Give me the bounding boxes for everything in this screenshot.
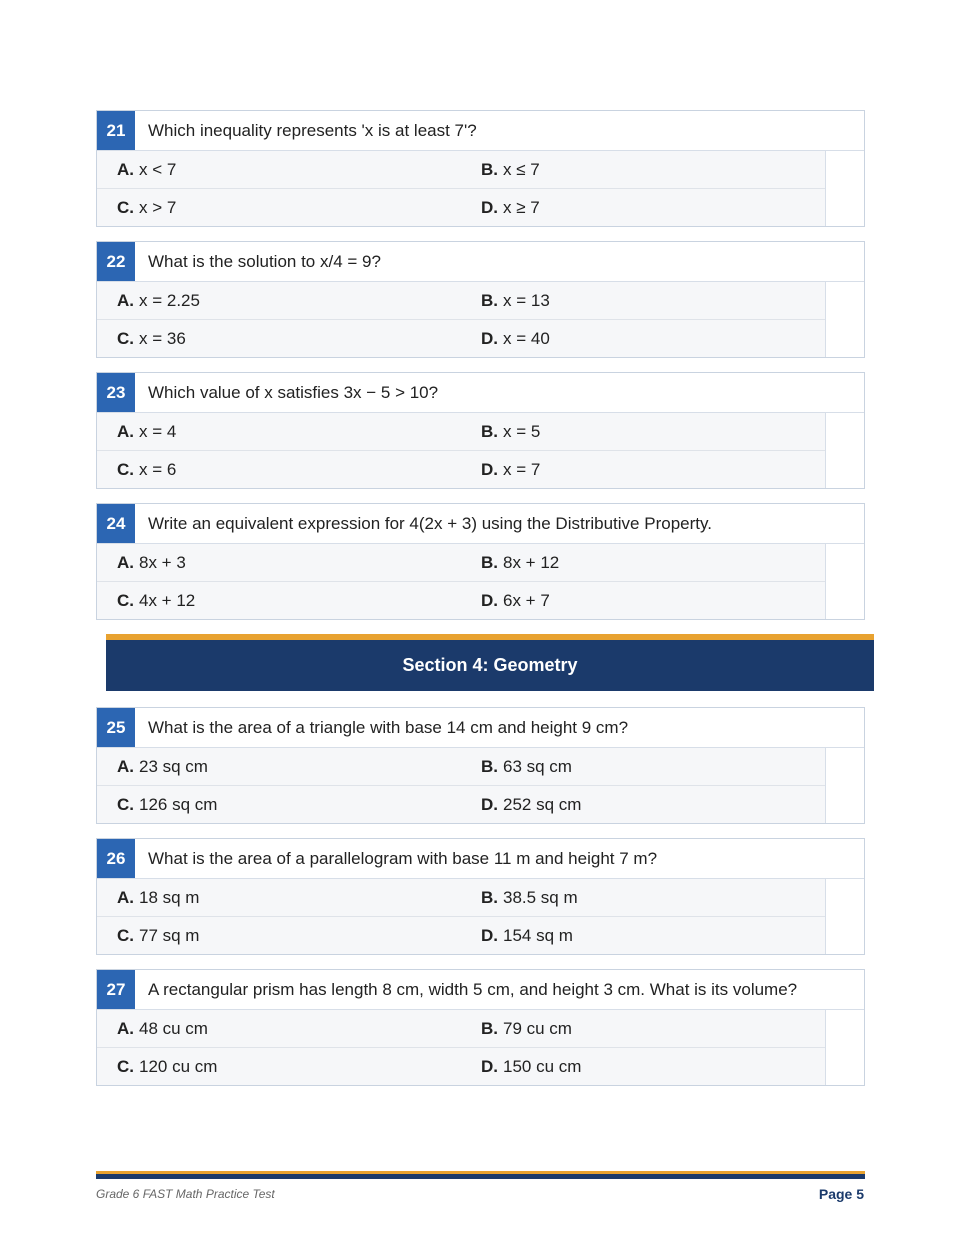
option-letter: D. — [481, 197, 498, 217]
option-a — [97, 151, 461, 188]
option-letter: A. — [117, 887, 134, 907]
option-letter: D. — [481, 925, 498, 945]
option-text: 150 cu cm — [503, 1056, 582, 1076]
section-title: Section 4: Geometry — [402, 655, 578, 675]
options-grid — [97, 413, 826, 488]
option-d — [461, 451, 825, 488]
option-letter: A. — [117, 421, 134, 441]
answer-gutter — [826, 1010, 864, 1085]
question-header — [97, 970, 864, 1010]
question-options — [97, 544, 864, 619]
options-row — [97, 319, 825, 357]
options-row — [97, 282, 825, 319]
option-text: 18 sq m — [139, 887, 200, 907]
option-letter: A. — [117, 552, 134, 572]
question-text: Which value of x satisfies 3x − 5 > 10? — [148, 382, 439, 402]
question-number: 23 — [97, 373, 135, 412]
option-text: x = 2.25 — [139, 290, 200, 310]
footer-page-number: Page 5 — [818, 1186, 864, 1202]
option-text: 126 sq cm — [139, 794, 218, 814]
question-22 — [96, 241, 865, 358]
page-content — [96, 110, 865, 1100]
option-text: x = 6 — [139, 459, 177, 479]
options-row — [97, 1047, 825, 1085]
question-25 — [96, 707, 865, 824]
question-text: What is the solution to x/4 = 9? — [148, 251, 381, 271]
option-letter: A. — [117, 1018, 134, 1038]
option-a — [97, 879, 461, 916]
question-header — [97, 504, 864, 544]
question-number: 27 — [97, 970, 135, 1009]
options-row — [97, 916, 825, 954]
option-text: 23 sq cm — [139, 756, 208, 776]
option-a — [97, 1010, 461, 1047]
option-a — [97, 544, 461, 581]
option-letter: A. — [117, 756, 134, 776]
option-text: x = 7 — [503, 459, 541, 479]
option-text: 63 sq cm — [503, 756, 572, 776]
option-c — [97, 1048, 461, 1085]
question-21 — [96, 110, 865, 227]
question-options — [97, 879, 864, 954]
answer-gutter — [826, 151, 864, 226]
question-number: 22 — [97, 242, 135, 281]
question-text: Which inequality represents 'x is at least 7'? — [148, 120, 477, 140]
options-row — [97, 748, 825, 785]
question-number: 26 — [97, 839, 135, 878]
option-b — [461, 748, 825, 785]
option-d — [461, 320, 825, 357]
option-text: 38.5 sq m — [503, 887, 578, 907]
option-text: 48 cu cm — [139, 1018, 208, 1038]
option-a — [97, 413, 461, 450]
options-row — [97, 413, 825, 450]
question-options — [97, 748, 864, 823]
option-text: 252 sq cm — [503, 794, 582, 814]
option-letter: B. — [481, 290, 498, 310]
answer-gutter — [826, 282, 864, 357]
option-c — [97, 451, 461, 488]
option-b — [461, 544, 825, 581]
option-text: 4x + 12 — [139, 590, 196, 610]
option-text: x ≤ 7 — [503, 159, 540, 179]
footer-test-name: Grade 6 FAST Math Practice Test — [96, 1187, 275, 1201]
question-options — [97, 413, 864, 488]
question-text: What is the area of a parallelogram with base 11 m and height 7 m? — [148, 848, 658, 868]
option-d — [461, 582, 825, 619]
option-letter: C. — [117, 794, 134, 814]
option-text: 8x + 3 — [139, 552, 186, 572]
answer-gutter — [826, 413, 864, 488]
options-row — [97, 544, 825, 581]
option-letter: B. — [481, 159, 498, 179]
question-header — [97, 373, 864, 413]
option-letter: D. — [481, 328, 498, 348]
options-grid — [97, 544, 826, 619]
option-letter: C. — [117, 459, 134, 479]
question-24 — [96, 503, 865, 620]
option-letter: A. — [117, 290, 134, 310]
option-text: x = 4 — [139, 421, 177, 441]
question-text: What is the area of a triangle with base 14 cm and height 9 cm? — [148, 717, 629, 737]
question-options — [97, 282, 864, 357]
option-text: 8x + 12 — [503, 552, 560, 572]
option-text: x = 40 — [503, 328, 550, 348]
option-d — [461, 917, 825, 954]
question-number: 24 — [97, 504, 135, 543]
question-header — [97, 111, 864, 151]
option-d — [461, 1048, 825, 1085]
footer-divider — [96, 1171, 865, 1179]
question-23 — [96, 372, 865, 489]
options-row — [97, 879, 825, 916]
option-text: 79 cu cm — [503, 1018, 572, 1038]
option-letter: B. — [481, 756, 498, 776]
question-options — [97, 1010, 864, 1085]
question-26 — [96, 838, 865, 955]
option-letter: C. — [117, 197, 134, 217]
question-text: Write an equivalent expression for 4(2x + 3) using the Distributive Property. — [148, 513, 712, 533]
question-header — [97, 708, 864, 748]
options-grid — [97, 748, 826, 823]
options-grid — [97, 879, 826, 954]
option-letter: D. — [481, 590, 498, 610]
option-letter: C. — [117, 328, 134, 348]
answer-gutter — [826, 748, 864, 823]
question-number: 25 — [97, 708, 135, 747]
option-text: x = 36 — [139, 328, 186, 348]
option-letter: D. — [481, 459, 498, 479]
option-letter: A. — [117, 159, 134, 179]
option-text: 77 sq m — [139, 925, 200, 945]
options-grid — [97, 151, 826, 226]
question-27 — [96, 969, 865, 1086]
options-row — [97, 188, 825, 226]
option-letter: D. — [481, 1056, 498, 1076]
option-text: 120 cu cm — [139, 1056, 218, 1076]
option-d — [461, 189, 825, 226]
option-a — [97, 748, 461, 785]
options-row — [97, 151, 825, 188]
option-b — [461, 151, 825, 188]
question-header — [97, 242, 864, 282]
question-text: A rectangular prism has length 8 cm, width 5 cm, and height 3 cm. What is its volume? — [148, 979, 798, 999]
option-text: x ≥ 7 — [503, 197, 540, 217]
answer-gutter — [826, 544, 864, 619]
option-b — [461, 282, 825, 319]
option-d — [461, 786, 825, 823]
options-row — [97, 450, 825, 488]
option-c — [97, 320, 461, 357]
options-grid — [97, 1010, 826, 1085]
answer-gutter — [826, 879, 864, 954]
option-a — [97, 282, 461, 319]
option-c — [97, 917, 461, 954]
option-text: 6x + 7 — [503, 590, 550, 610]
option-letter: B. — [481, 421, 498, 441]
option-letter: B. — [481, 1018, 498, 1038]
option-b — [461, 879, 825, 916]
question-header — [97, 839, 864, 879]
option-b — [461, 1010, 825, 1047]
option-c — [97, 786, 461, 823]
options-row — [97, 1010, 825, 1047]
question-options — [97, 151, 864, 226]
option-text: x = 13 — [503, 290, 550, 310]
option-letter: C. — [117, 590, 134, 610]
option-c — [97, 582, 461, 619]
option-letter: B. — [481, 552, 498, 572]
option-letter: C. — [117, 925, 134, 945]
option-c — [97, 189, 461, 226]
option-letter: B. — [481, 887, 498, 907]
question-number: 21 — [97, 111, 135, 150]
options-row — [97, 581, 825, 619]
option-b — [461, 413, 825, 450]
options-grid — [97, 282, 826, 357]
options-row — [97, 785, 825, 823]
option-text: x < 7 — [139, 159, 177, 179]
option-text: 154 sq m — [503, 925, 573, 945]
option-letter: D. — [481, 794, 498, 814]
section-banner — [106, 634, 874, 691]
option-text: x = 5 — [503, 421, 541, 441]
option-letter: C. — [117, 1056, 134, 1076]
option-text: x > 7 — [139, 197, 177, 217]
